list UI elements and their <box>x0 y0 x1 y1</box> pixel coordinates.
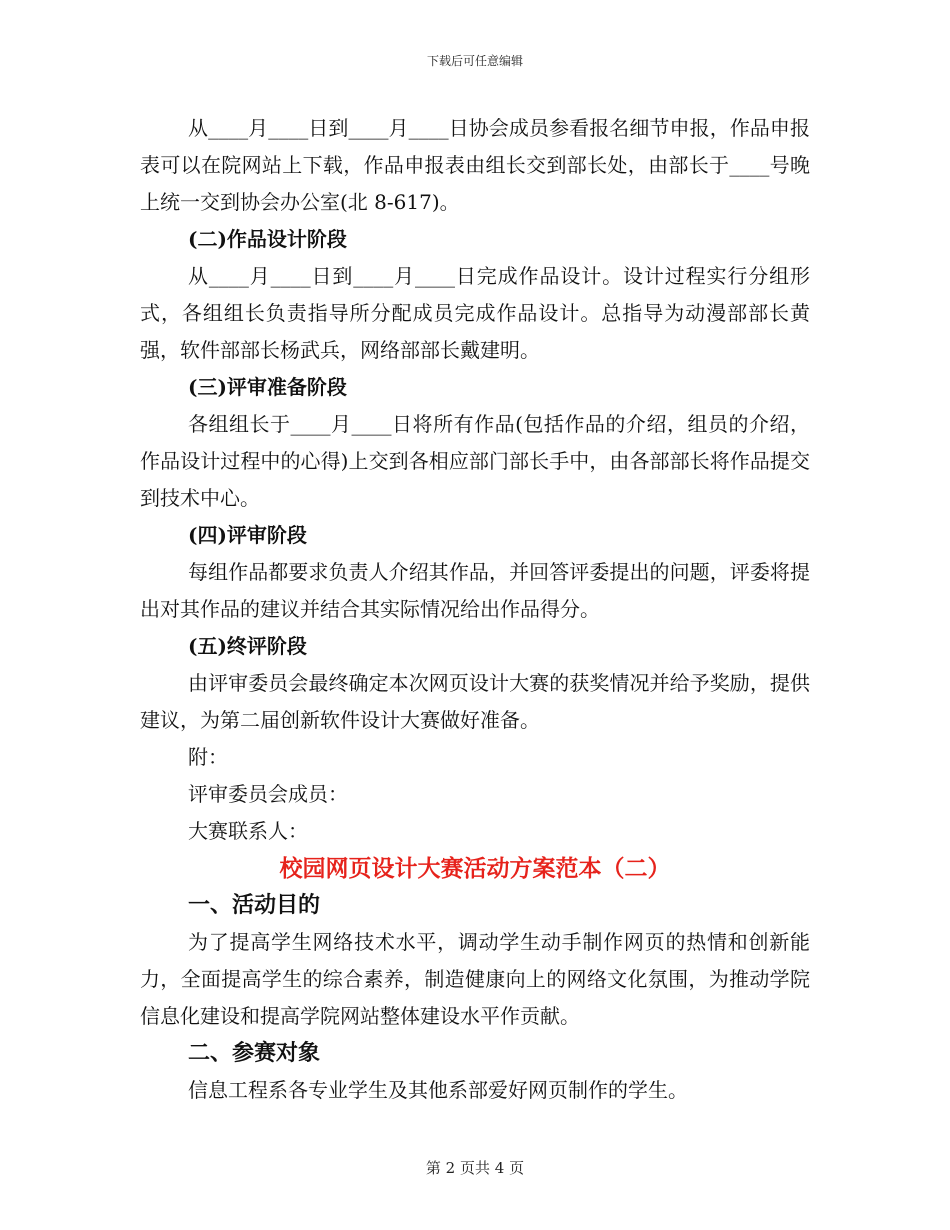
paragraph-review-prep: 各组组长于____月____日将所有作品(包括作品的介绍，组员的介绍，作品设计过程中的心得)上交到各相应部门部长手中，由各部部长将作品提交到技术中心。 <box>140 412 810 510</box>
heading-review-prep-stage: (三)评审准备阶段 <box>188 375 347 399</box>
paragraph-design: 从____月____日到____月____日完成作品设计。设计过程实行分组形式，各组组长负责指导所分配成员完成作品设计。总指导为动漫部部长黄强，软件部部长杨武兵，网络部部长戴建明。 <box>140 264 810 362</box>
paragraph-participants: 信息工程系各专业学生及其他系部爱好网页制作的学生。 <box>188 1078 688 1102</box>
heading-review-stage: (四)评审阶段 <box>188 523 307 547</box>
paragraph-purpose: 为了提高学生网络技术水平，调动学生动手制作网页的热情和创新能力，全面提高学生的综合素养，制造健康向上的网络文化氛围，为推动学院信息化建设和提高学院网站整体建设水平作贡献。 <box>140 930 810 1028</box>
appendix-label: 附： <box>188 745 228 769</box>
document-body <box>140 110 810 1109</box>
paragraph-final: 由评审委员会最终确定本次网页设计大赛的获奖情况并给予奖励，提供建议，为第二届创新软件设计大赛做好准备。 <box>140 671 810 732</box>
committee-label: 评审委员会成员： <box>188 782 348 806</box>
page-footer: 第 2 页共 4 页 <box>425 1159 525 1177</box>
heading-design-stage: (二)作品设计阶段 <box>188 227 347 251</box>
paragraph-review: 每组作品都要求负责人介绍其作品，并回答评委提出的问题，评委将提出对其作品的建议并结合其实际情况给出作品得分。 <box>140 560 810 621</box>
paragraph-registration: 从____月____日到____月____日协会成员参看报名细节申报，作品申报表可以在院网站上下载，作品申报表由组长交到部长处，由部长于____号晚上统一交到协会办公室(北 8-617)。 <box>140 116 810 214</box>
contact-label: 大赛联系人： <box>188 819 308 843</box>
heading-final-stage: (五)终评阶段 <box>188 634 307 658</box>
page-header: 下载后可任意编辑 <box>426 54 523 68</box>
heading-purpose: 一、活动目的 <box>188 892 321 918</box>
section-title: 校园网页设计大赛活动方案范本（二） <box>279 855 671 882</box>
heading-participants: 二、参赛对象 <box>188 1040 321 1066</box>
